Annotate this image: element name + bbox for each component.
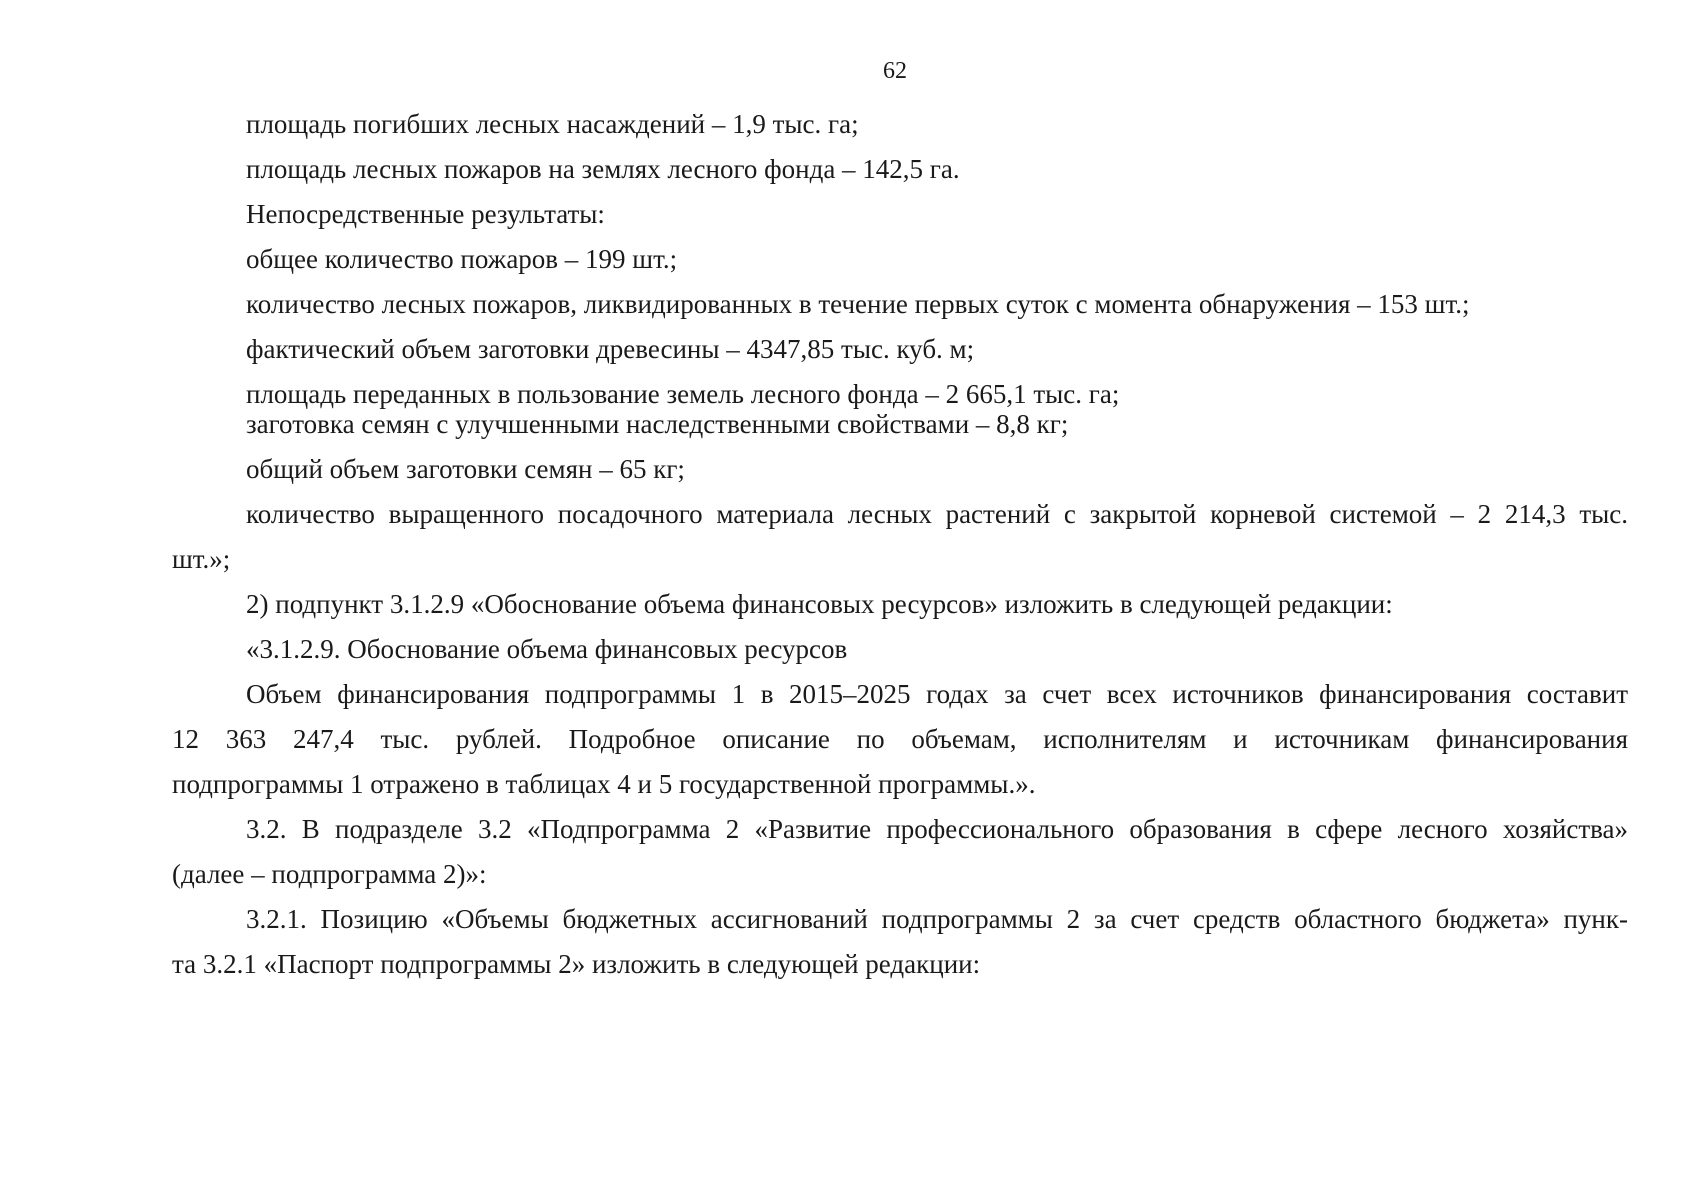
- text-line: Непосредственные результаты:: [246, 199, 605, 229]
- text-line: 12 363 247,4 тыс. рублей. Подробное описание по объемам, исполнителям и источникам финансирования: [172, 724, 1628, 754]
- text-line: площадь лесных пожаров на землях лесного фонда – 142,5 га.: [246, 154, 960, 184]
- text-line: подпрограммы 1 отражено в таблицах 4 и 5 государственной программы.».: [172, 769, 1036, 799]
- text-line: 2) подпункт 3.1.2.9 «Обоснование объема финансовых ресурсов» изложить в следующей редакции:: [246, 589, 1393, 619]
- text-line: шт.»;: [172, 544, 231, 574]
- text-line: площадь переданных в пользование земель лесного фонда – 2 665,1 тыс. га;: [246, 379, 1120, 409]
- text-line: общий объем заготовки семян – 65 кг;: [246, 454, 685, 484]
- text-line: «3.1.2.9. Обоснование объема финансовых ресурсов: [246, 634, 848, 664]
- text-line: заготовка семян с улучшенными наследственными свойствами – 8,8 кг;: [246, 409, 1069, 439]
- text-line: та 3.2.1 «Паспорт подпрограммы 2» изложить в следующей редакции:: [172, 949, 981, 979]
- text-line: 3.2. В подразделе 3.2 «Подпрограмма 2 «Развитие профессионального образования в сфере лесного хозяйства»: [246, 814, 1628, 844]
- text-line: фактический объем заготовки древесины – 4347,85 тыс. куб. м;: [246, 334, 975, 364]
- text-line: Объем финансирования подпрограммы 1 в 2015–2025 годах за счет всех источников финансирования составит: [246, 679, 1628, 709]
- text-line: 3.2.1. Позицию «Объемы бюджетных ассигнований подпрограммы 2 за счет средств областного бюджета» пунк-: [246, 904, 1628, 934]
- text-line: количество лесных пожаров, ликвидированных в течение первых суток с момента обнаружения – 153 шт.;: [246, 289, 1470, 319]
- text-line: общее количество пожаров – 199 шт.;: [246, 244, 678, 274]
- page-number: 62: [883, 58, 907, 84]
- text-line: (далее – подпрограмма 2)»:: [172, 859, 487, 889]
- text-line: количество выращенного посадочного материала лесных растений с закрытой корневой системой – 2 214,3 тыс.: [246, 499, 1628, 529]
- text-line: площадь погибших лесных насаждений – 1,9 тыс. га;: [246, 109, 859, 139]
